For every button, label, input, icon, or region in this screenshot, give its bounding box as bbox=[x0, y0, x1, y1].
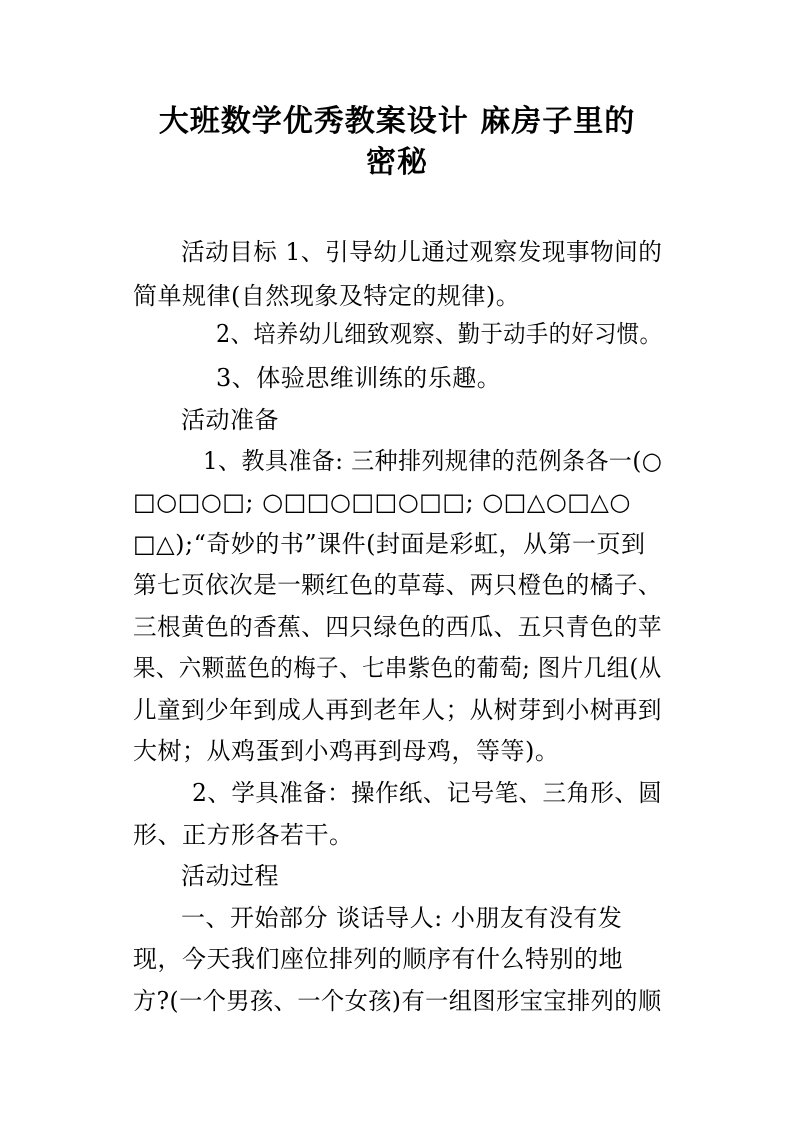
paragraph-line: 果、六颗蓝色的梅子、七串紫色的葡萄; 图片几组(从 bbox=[133, 654, 662, 682]
paragraph-line: 一、开始部分 谈话导人: 小朋友有没有发 bbox=[181, 904, 623, 932]
document-title-line-2: 密秘 bbox=[366, 145, 428, 180]
paragraph-line: 方?(一个男孩、一个女孩)有一组图形宝宝排列的顺 bbox=[133, 987, 662, 1015]
document-title-line-1: 大班数学优秀教案设计 麻房子里的 bbox=[158, 104, 636, 139]
paragraph-line: □△);“奇妙的书”课件(封面是彩虹，从第一页到 bbox=[133, 530, 646, 558]
paragraph-line: 3、体验思维训练的乐趣。 bbox=[216, 364, 502, 392]
paragraph-line: 2、培养幼儿细致观察、勤于动手的好习惯。 bbox=[216, 320, 663, 348]
paragraph-line: 1、教具准备: 三种排列规律的范例条各一(○ bbox=[203, 447, 663, 475]
paragraph-line: 活动目标 1、引导幼儿通过观察发现事物间的 bbox=[181, 238, 663, 266]
paragraph-line: 第七页依次是一颗红色的草莓、两只橙色的橘子、 bbox=[133, 571, 662, 599]
section-heading: 活动过程 bbox=[181, 862, 279, 890]
paragraph-line: 三根黄色的香蕉、四只绿色的西瓜、五只青色的苹 bbox=[133, 613, 662, 641]
section-heading: 活动准备 bbox=[181, 406, 279, 434]
paragraph-line: 形、正方形各若干。 bbox=[133, 821, 354, 849]
paragraph-line: 大树；从鸡蛋到小鸡再到母鸡，等等)。 bbox=[133, 737, 560, 765]
paragraph-line: 现，今天我们座位排列的顺序有什么特别的地 bbox=[133, 945, 623, 973]
paragraph-line: 儿童到少年到成人再到老年人；从树芽到小树再到 bbox=[133, 696, 662, 724]
paragraph-line: 2、学具准备：操作纸、记号笔、三角形、圆 bbox=[192, 779, 663, 807]
paragraph-line: 简单规律(自然现象及特定的规律)。 bbox=[133, 282, 521, 310]
paragraph-line: □○□○□; ○□□○□□○□□; ○□△○□△○ bbox=[133, 488, 631, 516]
